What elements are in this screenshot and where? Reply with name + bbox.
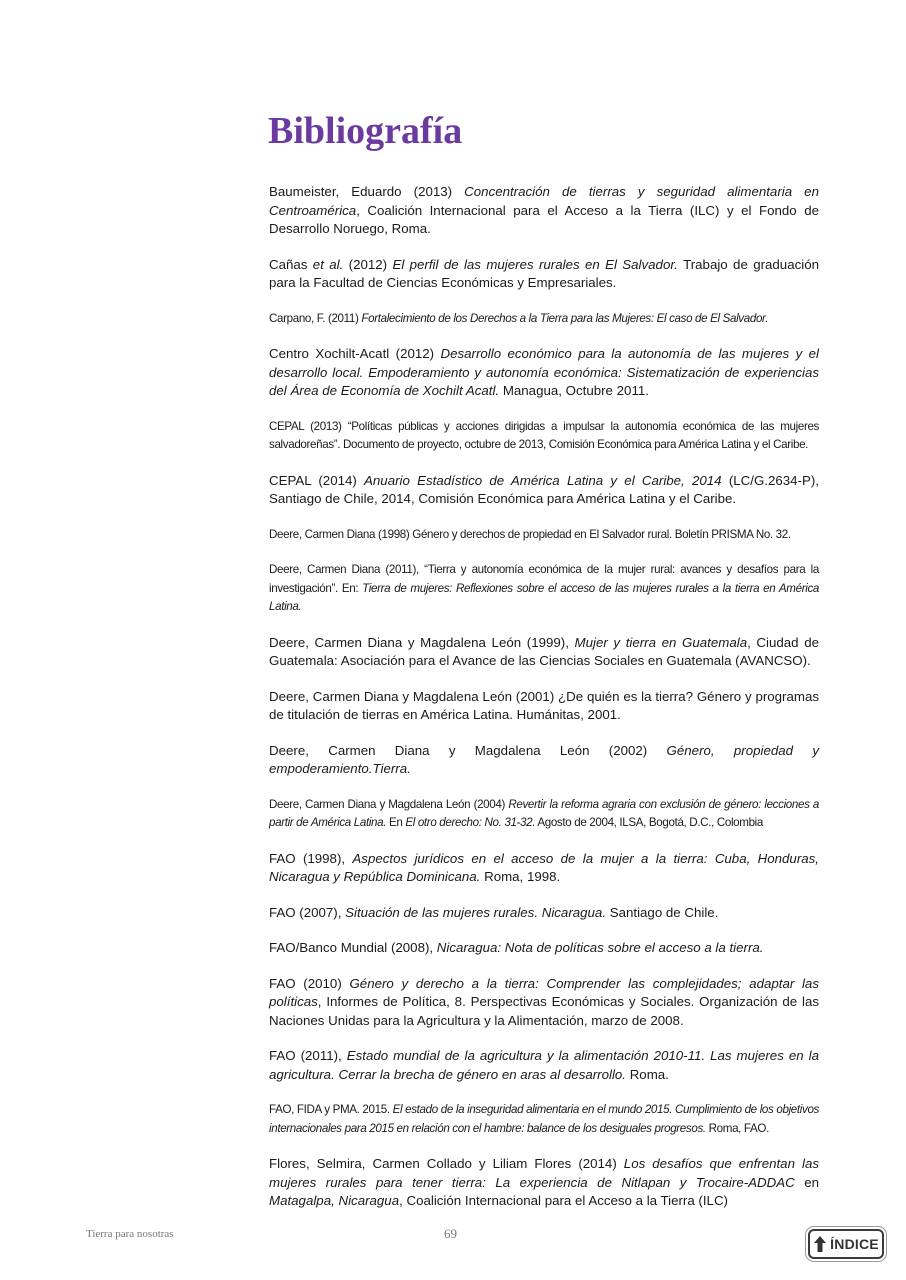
entry-title-italic: Anuario Estadístico de América Latina y el Caribe, 2014 (364, 472, 722, 488)
entry-text: Deere, Carmen Diana y Magdalena León (1999), (269, 634, 575, 650)
entry-text: Carpano, F. (2011) (269, 311, 362, 325)
entry-text: Deere, Carmen Diana (1998) Género y derechos de propiedad en El Salvador rural. Boletín PRISMA No. 32. (269, 527, 791, 541)
entry-text: Roma, 1998. (480, 869, 561, 884)
entry-title-italic: Género y derecho a la tierra: Comprender las complejidades; adaptar las políticas (269, 975, 819, 1009)
entry-text: FAO (2007), (269, 904, 346, 920)
entry-text: FAO/Banco Mundial (2008), (269, 940, 437, 955)
bibliography-entry (269, 850, 819, 887)
entry-text: Flores, Selmira, Carmen Collado y Liliam Flores (2014) (269, 1156, 624, 1171)
entry-text: FAO, FIDA y PMA. 2015. (269, 1103, 393, 1116)
entry-text: , Coalición Internacional para el Acceso a la Tierra (ILC) y el Fondo de Desarrollo Noruego, Roma. (269, 202, 819, 236)
entry-title-italic: Estado mundial de la agricultura y la alimentación 2010-11. Las mujeres en la agricultura. Cerrar la brecha de género en aras al desarrollo. (269, 1048, 819, 1082)
entry-title-italic: El estado de la inseguridad alimentaria en el mundo 2015. Cumplimiento de los objetivos internacionales para 2015 en relación con el hambre: balance de los desiguales progresos. (269, 1103, 819, 1135)
entry-text: CEPAL (2014) (269, 472, 365, 488)
entry-text: CEPAL (2013) “Políticas públicas y acciones dirigidas a impulsar la autonomía económica de las mujeres salvadoreñas”. Documento de proyecto, octubre de 2013, Comisión Económica para América Latina y el Caribe. (269, 419, 819, 451)
entry-title-italic: Los desafíos que enfrentan las mujeres rurales para tener tierra: La experiencia de Nitlapan y Trocaire-ADDAC (269, 1156, 819, 1190)
bibliography-entry (269, 472, 819, 509)
entry-text: Deere, Carmen Diana y Magdalena León (2002) (269, 742, 667, 758)
entry-title-italic: Mujer y tierra en Guatemala (574, 634, 748, 650)
bibliography-entry (269, 1047, 819, 1084)
entry-text: en (794, 1174, 819, 1190)
entry-text: , Ciudad de Guatemala: Asociación para el Avance de las Ciencias Sociales en Guatemala (AVANCSO). (269, 634, 819, 668)
bibliography-entry (269, 904, 819, 923)
entry-title-italic: Fortalecimiento de los Derechos a la Tierra para las Mujeres: El caso de El Salvador. (361, 311, 769, 325)
entry-title-italic: et al. (312, 256, 344, 272)
entry-text: Deere, Carmen Diana (2011), “Tierra y autonomía económica de la mujer rural: avances y desafíos para la investigación”. En: (269, 563, 819, 595)
bibliography-entry (269, 561, 819, 617)
entry-text: Roma, FAO. (705, 1121, 769, 1135)
entry-text: Agosto de 2004, ILSA, Bogotá, D.C., Colombia (535, 816, 763, 829)
bibliography-entry (269, 975, 819, 1031)
entry-title-italic: Matagalpa, Nicaragua (269, 1193, 400, 1208)
entry-text: Deere, Carmen Diana y Magdalena León (2001) ¿De quién es la tierra? Género y programas de titulación de tierras en América Latina. Humánitas, 2001. (269, 688, 819, 722)
entry-text: Cañas (269, 256, 313, 272)
bibliography-list (269, 183, 819, 1228)
entry-title-italic: El otro derecho: No. 31-32. (405, 816, 536, 829)
entry-text: Centro Xochilt-Acatl (2012) (269, 346, 441, 361)
footer-title: Tierra para nosotras (86, 1228, 174, 1240)
bibliography-entry (269, 345, 819, 401)
bibliography-entry (269, 939, 819, 958)
bibliography-entry (269, 310, 819, 329)
entry-text: Deere, Carmen Diana y Magdalena León (2004) (269, 797, 509, 811)
entry-text: FAO (1998), (269, 850, 353, 866)
entry-title-italic: Desarrollo económico para la autonomía de las mujeres y el desarrollo local. Empoderamiento y autonomía económica: Sistematización de experiencias del Área de Economía de Xochilt Acatl. (269, 346, 819, 398)
entry-text: FAO (2010) (269, 975, 350, 991)
entry-text: Santiago de Chile. (606, 904, 719, 920)
entry-text: Trabajo de graduación para la Facultad de Ciencias Económicas y Empresariales. (269, 256, 819, 290)
entry-text: Roma. (626, 1066, 669, 1082)
bibliography-entry (269, 526, 819, 545)
entry-text: Managua, Octubre 2011. (499, 383, 649, 398)
entry-text: En (386, 816, 406, 829)
entry-text: Baumeister, Eduardo (2013) (269, 184, 465, 199)
entry-title-italic: Nicaragua: Nota de políticas sobre el acceso a la tierra. (436, 940, 764, 955)
entry-text: (LC/G.2634-P), Santiago de Chile, 2014, Comisión Económica para América Latina y el Caribe. (269, 472, 819, 506)
index-button-label: ÍNDICE (830, 1236, 879, 1252)
bibliography-entry (269, 256, 819, 293)
entry-title-italic: El perfil de las mujeres rurales en El Salvador. (392, 256, 678, 272)
entry-title-italic: Aspectos jurídicos en el acceso de la mujer a la tierra: Cuba, Honduras, Nicaragua y República Dominicana. (269, 850, 819, 884)
bibliography-entry (269, 634, 819, 671)
bibliography-entry (269, 1155, 819, 1211)
entry-title-italic: Concentración de tierras y seguridad alimentaria en Centroamérica (269, 184, 819, 218)
entry-text: FAO (2011), (269, 1048, 347, 1063)
entry-title-italic: Género, propiedad y empoderamiento.Tierra. (269, 742, 819, 776)
arrow-up-icon (813, 1235, 827, 1253)
page-title: Bibliografía (268, 110, 463, 152)
bibliography-entry (269, 796, 819, 833)
bibliography-entry (269, 418, 819, 455)
entry-text: (2012) (343, 256, 393, 272)
entry-title-italic: Situación de las mujeres rurales. Nicaragua. (345, 904, 607, 920)
entry-title-italic: Tierra de mujeres: Reflexiones sobre el acceso de las mujeres rurales a la tierra en América Latina. (269, 581, 819, 613)
bibliography-entry (269, 742, 819, 779)
index-button[interactable] (808, 1229, 884, 1259)
entry-text: , Coalición Internacional para el Acceso a la Tierra (ILC) (399, 1193, 728, 1208)
page-number: 69 (444, 1226, 457, 1241)
entry-text: , Informes de Política, 8. Perspectivas Económicas y Sociales. Organización de las Naciones Unidas para la Agricultura y la Alimentación, marzo de 2008. (269, 994, 819, 1028)
entry-title-italic: Revertir la reforma agraria con exclusión de género: lecciones a partir de América Latina. (269, 797, 819, 829)
bibliography-entry (269, 183, 819, 239)
bibliography-entry (269, 688, 819, 725)
bibliography-entry (269, 1101, 819, 1138)
